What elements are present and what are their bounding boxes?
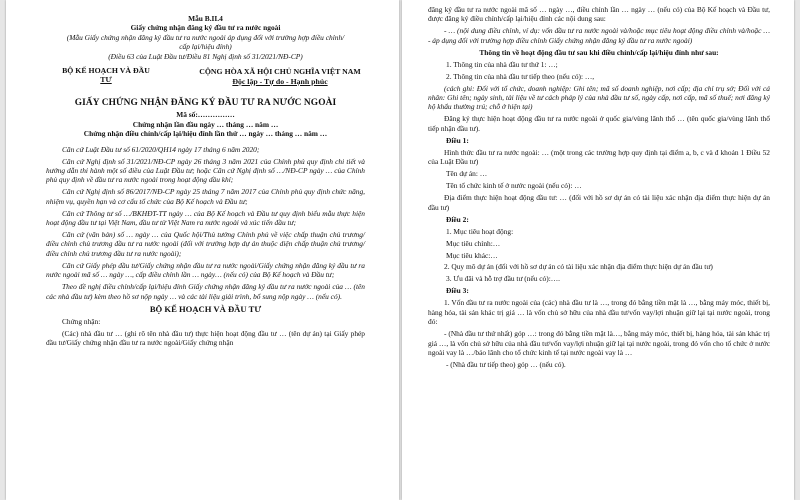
goal-main: Mục tiêu chính:… [446, 238, 501, 248]
investor-1: 1. Thông tin của nhà đầu tư thứ 1: …; [446, 59, 558, 69]
basis-5: Căn cứ (văn bản) số … ngày … của Quốc hội/Thủ tướng Chính phủ về việc chấp thuận chủ trương/điều chỉnh chủ trương đầu tư ra nước ngoài (đối với trường hợp dự án thuộc diện chấp thuận chủ trương/điều chỉnh chủ trương đầu tư ra nước ngoài); [46, 230, 365, 258]
document-number: Mã số:…………… [176, 110, 235, 120]
article-1: Điều 1: [446, 135, 469, 145]
country-name: CỘNG HÒA XÃ HỘI CHỦ NGHĨA VIỆT NAM [199, 66, 361, 76]
form-title: Giấy chứng nhận đăng ký đầu tư ra nước ngoài [130, 23, 281, 33]
location-line: Địa điểm thực hiện hoạt động đầu tư: … (đối với hồ sơ dự án có tài liệu xác nhận địa điểm thực hiện dự án đầu tư) [428, 193, 770, 212]
investor-2: 2. Thông tin của nhà đầu tư tiếp theo (nếu có): …, [446, 71, 595, 81]
document-title: GIẤY CHỨNG NHẬN ĐĂNG KÝ ĐẦU TƯ RA NƯỚC NGOÀI [74, 98, 337, 109]
amend-issue-date: Chứng nhận điều chỉnh/cấp lại/hiệu đính lần thứ … ngày … tháng … năm … [83, 129, 328, 139]
form-note-3: (Điều 63 của Luật Đầu tư/Điều 81 Nghị định số 31/2021/NĐ-CP) [108, 51, 303, 61]
basis-3: Căn cứ Nghị định số 86/2017/NĐ-CP ngày 25 tháng 7 năm 2017 của Chính phủ quy định chức năng, nhiệm vụ, quyền hạn và cơ cấu tổ chức của Bộ Kế hoạch và Đầu tư; [46, 187, 365, 206]
ministry-line-1: BỘ KẾ HOẠCH VÀ ĐẦU [62, 65, 150, 75]
ministry-header [46, 67, 166, 86]
form-code: Mẫu B.II.4 [188, 14, 223, 23]
page-right [402, 0, 794, 500]
basis-6: Căn cứ Giấy phép đầu tư/Giấy chứng nhận đầu tư ra nước ngoài/Giấy chứng nhận đăng ký đầu tư ra nước ngoài mã số … ngày …, cấp điều chỉnh lần … ngày… (nếu có) của Bộ Kế hoạch và Đầu tư; [46, 260, 365, 280]
org-name: Tên tổ chức kinh tế ở nước ngoài (nếu có): … [446, 181, 582, 191]
capital-line: 1. Vốn đầu tư ra nước ngoài của (các) nhà đầu tư là …, trong đó bằng tiền mặt là …, bằng máy móc, thiết bị, hàng hóa, tài sản khác trị giá … là vốn chủ sở hữu của nhà đầu tư/vốn vay/lợi nhuận giữ lại tại nước ngoài, trong đó: [428, 298, 770, 327]
incentive-line: 3. Ưu đãi và hỗ trợ đầu tư (nếu có):…. [446, 274, 561, 284]
page-left [6, 0, 399, 500]
national-header [195, 67, 365, 86]
national-motto: Độc lập - Tự do - Hạnh phúc [232, 76, 328, 86]
basis-1: Căn cứ Luật Đầu tư số 61/2020/QH14 ngày 17 tháng 6 năm 2020; [62, 144, 260, 154]
scale-line: 2. Quy mô dự án (đối với hồ sơ dự án có tài liệu xác nhận địa điểm thực hiện dự án đầu tư) [444, 262, 713, 272]
header-row [46, 67, 365, 86]
basis-4: Căn cứ Thông tư số …/BKHĐT-TT ngày … của Bộ Kế hoạch và Đầu tư quy định biểu mẫu thực hiện hoạt động đầu tư tại Việt Nam, đầu tư từ Việt Nam ra nước ngoài và xúc tiến đầu tư; [46, 208, 365, 228]
basis-7: Theo đề nghị điều chỉnh/cấp lại/hiệu đính Giấy chứng nhận đăng ký đầu tư ra nước ngoài của … (tên các nhà đầu tư) kèm theo hồ sơ nộp ngày … và các tài liệu giải trình, bổ sung nộp ngày … (nếu có). [46, 282, 365, 301]
first-issue-date: Chứng nhận lần đầu ngày … tháng … năm … [132, 119, 279, 129]
form-note-2: cấp lại/hiệu đính) [179, 42, 232, 52]
investor-note: (cách ghi: Đối với tổ chức, doanh nghiệp: Ghi tên; mã số doanh nghiệp, nơi cấp; địa chỉ trụ sở; Đối với cá nhân: Ghi tên; ngày sinh, tài liệu về tư cách pháp lý của nhà đầu tư số, ngày cấp, nơi cấp, mã số thuế; nơi đăng ký hộ khẩu thường trú; chỗ ở hiện tại) [428, 83, 770, 112]
ministry-line-2: TƯ [100, 74, 112, 84]
project-name: Tên dự án: … [446, 169, 488, 179]
capital-next-investor: - (Nhà đầu tư tiếp theo) góp … (nếu có). [446, 359, 566, 369]
continuation-1: đăng ký đầu tư ra nước ngoài mã số … ngày …, điều chỉnh lần … ngày … (nếu có) của Bộ Kế hoạch và Đầu tư, được đăng ký điều chỉnh/cấp lại/hiệu đính các nội dung sau: [428, 5, 770, 24]
certifies-label: Chứng nhận: [62, 316, 101, 326]
form-note-1: (Mẫu Giấy chứng nhận đăng ký đầu tư ra nước ngoài áp dụng đối với trường hợp điều chỉnh/ [66, 32, 345, 42]
goal-heading: 1. Mục tiêu hoạt động: [446, 226, 514, 236]
info-heading: Thông tin về hoạt động đầu tư sau khi điều chỉnh/cấp lại/hiệu đính như sau: [479, 47, 719, 57]
continuation-2: - … (nội dung điều chỉnh, ví dụ: vốn đầu tư ra nước ngoài và/hoặc mục tiêu hoạt động điều chỉnh và/hoặc … - áp dụng đối với trường hợp điều chỉnh Giấy chứng nhận đăng ký đầu tư ra nước ngoài) [428, 26, 770, 45]
goal-other: Mục tiêu khác:… [446, 250, 498, 260]
article-2: Điều 2: [446, 214, 469, 224]
register-line: Đăng ký thực hiện hoạt động đầu tư ra nước ngoài ở quốc gia/vùng lãnh thổ … (tên quốc gia/vùng lãnh thổ tiếp nhận đầu tư). [428, 114, 770, 133]
ministry-heading: BỘ KẾ HOẠCH VÀ ĐẦU TƯ [149, 303, 262, 314]
investors-line: (Các) nhà đầu tư … (ghi rõ tên nhà đầu tư) thực hiện hoạt động đầu tư … (tên dự án) tại Giấy phép đầu tư/Giấy chứng nhận đầu tư ra nước ngoài/Giấy chứng nhận [46, 328, 365, 348]
investment-form: Hình thức đầu tư ra nước ngoài: … (một trong các trường hợp quy định tại điểm a, b, c và đ khoản 1 Điều 52 của Luật Đầu tư) [428, 147, 770, 167]
capital-first-investor: - (Nhà đầu tư thứ nhất) góp …: trong đó bằng tiền mặt là…, bằng máy móc, thiết bị, hàng hóa, tài sản khác trị giá …, là vốn chủ sở hữu của nhà đầu tư/vốn vay/lợi nhuận giữ lại tại nước ngoài, trong đó vốn cho tổ chức ở nước ngoài vay là …/bảo lãnh cho tổ chức kinh tế tại nước ngoài vay là … [428, 329, 770, 357]
article-3: Điều 3: [446, 286, 469, 296]
basis-2: Căn cứ Nghị định số 31/2021/NĐ-CP ngày 26 tháng 3 năm 2021 của Chính phủ quy định chi tiết và hướng dẫn thi hành một số điều của Luật Đầu tư; hoặc Căn cứ Nghị định số …/NĐ-CP ngày … của Chính phủ quy định về đầu tư ra nước ngoài trong hoạt động dầu khí; [46, 156, 365, 185]
